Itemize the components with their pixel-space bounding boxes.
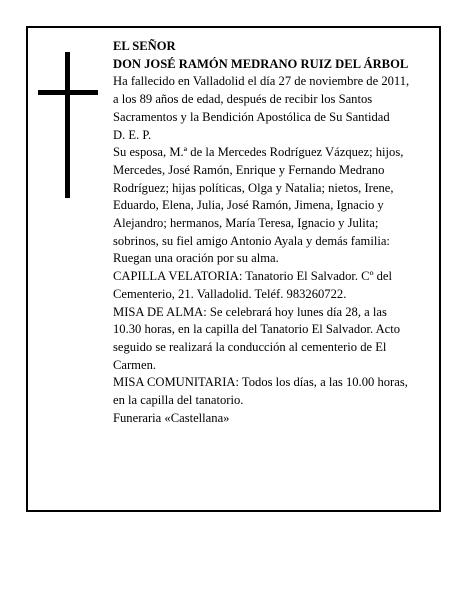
obituary-text <box>113 38 415 427</box>
family-list: Su esposa, M.ª de la Mercedes Rodríguez Vázquez; hijos, Mercedes, José Ramón, Enrique y Fernando Medrano Rodríguez; hijas políticas, Olga y Natalia; nietos, Irene, Eduardo, Elena, Julia, José Ramón, Jimena, Ignacio y Alejandro; hermanos, María Teresa, Ignacio y Julita; sobrinos, su fiel amigo Antonio Ayala y demás familia: <box>113 145 404 248</box>
deceased-name: DON JOSÉ RAMÓN MEDRANO RUIZ DEL ÁRBOL <box>113 56 409 71</box>
cross-vertical-bar <box>65 52 70 198</box>
mass-info: MISA DE ALMA: Se celebrará hoy lunes día 28, a las 10.30 horas, en la capilla del Tanatorio El Salvador. Acto seguido se realizará la conducción al cementerio de El Carmen. <box>113 304 401 372</box>
cross-icon <box>38 52 98 198</box>
death-announcement: Ha fallecido en Valladolid el día 27 de noviembre de 2011, a los 89 años de edad, después de recibir los Santos Sacramentos y la Bendición Apostólica de Su Santidad <box>113 74 410 124</box>
prayer-request: Ruegan una oración por su alma. <box>113 251 279 266</box>
funeral-home: Funeraria «Castellana» <box>113 410 230 425</box>
title-line: EL SEÑOR <box>113 39 176 53</box>
community-mass-info: MISA COMUNITARIA: Todos los días, a las 10.00 horas, en la capilla del tanatorio. <box>113 375 408 408</box>
cross-horizontal-bar <box>38 90 98 95</box>
chapel-info: CAPILLA VELATORIA: Tanatorio El Salvador. Cº del Cementerio, 21. Valladolid. Teléf. 983260722. <box>113 269 393 301</box>
rest-in-peace: D. E. P. <box>113 127 152 142</box>
